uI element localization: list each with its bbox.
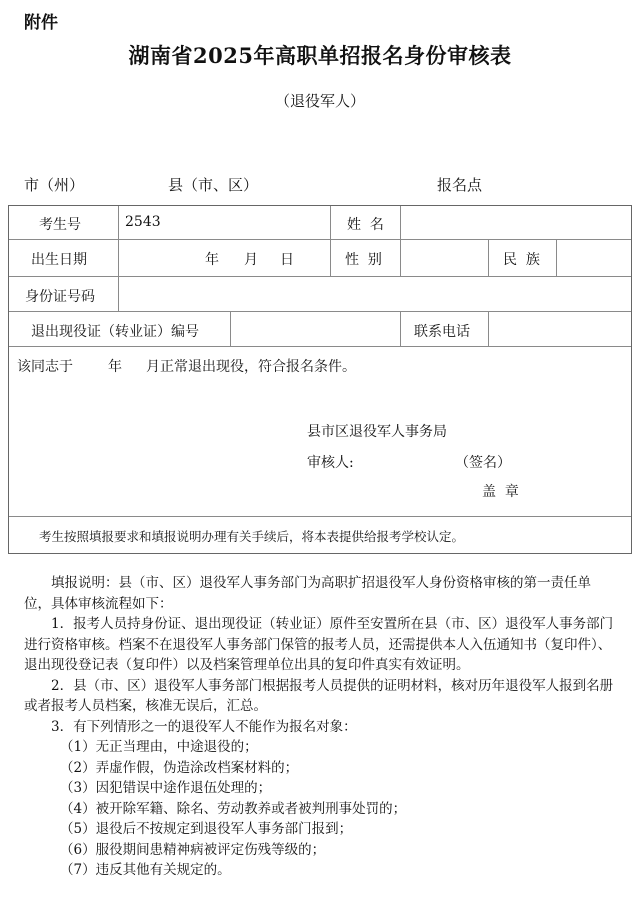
statement-year-unit: 年 [108,359,122,375]
exclusion-item: （1）无正当理由，中途退役的； [60,739,258,755]
col-divider [118,276,119,311]
statement-text: 月正常退出现役，符合报名条件。 [146,359,356,375]
col-divider [556,239,557,276]
col-divider [400,311,401,346]
phone-label: 联系电话 [414,324,470,340]
candidate-no-label: 考生号 [39,217,81,233]
instruction-step-2: 2．县（市、区）退役军人事务部门根据报考人员提供的证明材料，核对历年退役军人报到名册或者报考人员档案，核准无误后，汇总。 [24,677,614,714]
col-divider [488,311,489,346]
col-divider [330,206,331,276]
row-divider [9,239,631,240]
exclusion-item: （2）弄虚作假，伪造涂改档案材料的； [60,759,299,776]
id-number-label: 身份证号码 [25,289,95,305]
exclusion-item: （5）退役后不按规定到退役军人事务部门报到； [60,821,353,837]
exclusion-item: （4）被开除军籍、除名、劳动教养或者被判刑事处罚的； [60,800,407,817]
page-subtitle: （退役军人） [274,92,365,110]
row-divider [9,276,631,277]
instructions-section [24,573,616,881]
row-divider [9,346,631,347]
birth-day-unit: 日 [280,252,294,268]
county-label: 县（市、区） [168,176,259,194]
seal-label: 盖 章 [482,484,519,500]
name-label: 姓 名 [347,217,384,233]
reviewer-label: 审核人: [307,455,354,471]
form-footer-note: 考生按照填报要求和填报说明办理有关手续后，将本表提供给报考学校认定。 [39,529,465,544]
site-label: 报名点 [437,176,483,194]
col-divider [118,206,119,276]
instruction-step-1: 1．报考人员持身份证、退出现役证（转业证）原件至安置所在县（市、区）退役军人事务部门进行资格审核。档案不在退役军人事务部门保管的报考人员，还需提供本人入伍通知书（复印件）、退出现役登记表（复印件）以及档案管理单位出具的复印件真实有效证明。 [24,616,614,673]
exclusion-item: （7）违反其他有关规定的。 [60,862,231,878]
col-divider [488,239,489,276]
col-divider [400,206,401,276]
birth-month-unit: 月 [244,252,258,268]
gender-label: 性 别 [345,252,382,268]
col-divider [230,311,231,346]
attachment-label: 附件 [24,13,58,33]
candidate-no-value[interactable]: 2543 [125,214,161,230]
ethnicity-label: 民 族 [503,252,540,268]
discharge-cert-label: 退出现役证（转业证）编号 [31,324,199,340]
bureau-name: 县市区退役军人事务局 [307,424,447,440]
birth-year-unit: 年 [205,252,219,268]
exclusion-item: （3）因犯错误中途作退伍处理的； [60,780,272,796]
city-label: 市（州） [24,176,85,194]
signature-label: （签名） [455,455,511,471]
statement-prefix: 该同志于 [17,359,73,375]
row-divider [9,311,631,312]
exclusion-item: （6）服役期间患精神病被评定伤残等级的； [60,841,326,858]
birth-date-label: 出生日期 [31,252,87,268]
instruction-step-3: 3．有下列情形之一的退役军人不能作为报名对象： [51,718,357,735]
page-title: 湖南省2025年高职单招报名身份审核表 [128,43,512,68]
row-divider [9,516,631,517]
review-form-table [8,205,632,554]
instructions-intro: 填报说明：县（市、区）退役军人事务部门为高职扩招退役军人身份资格审核的第一责任单位，具体审核流程如下： [24,575,591,612]
